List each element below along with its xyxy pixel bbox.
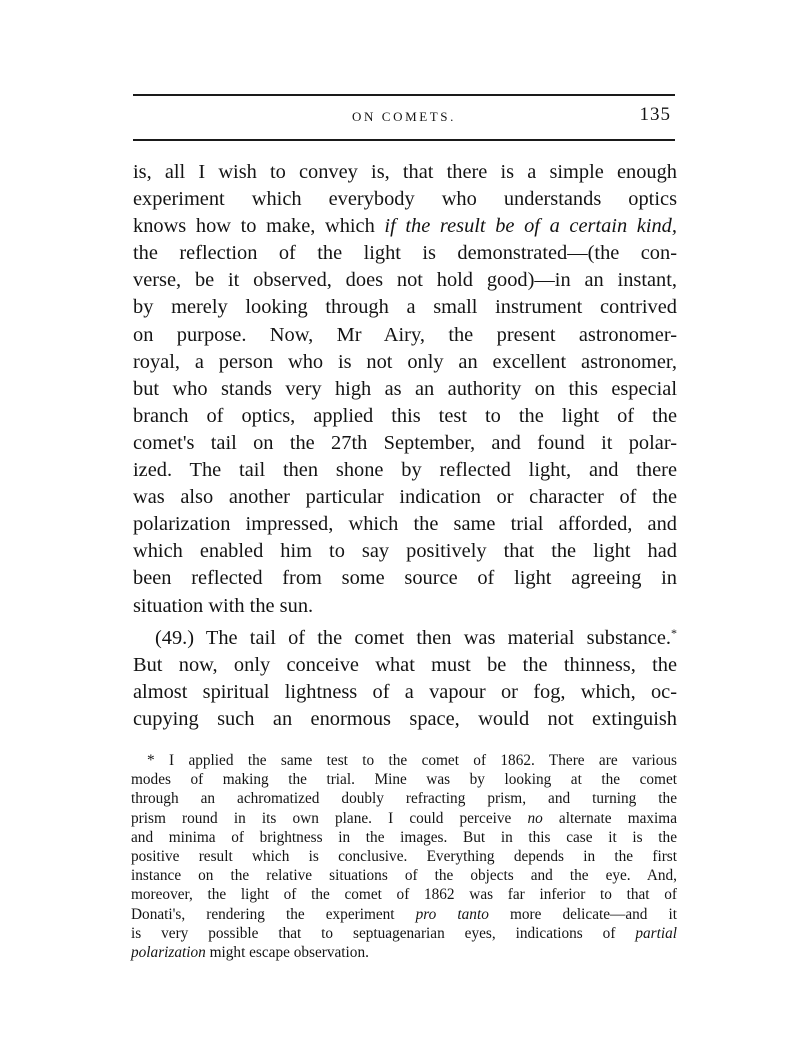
- text-line: experiment which everybody who understands optics: [133, 188, 677, 211]
- text-line: been reflected from some source of light agreeing in: [133, 567, 677, 590]
- footnote-line: [131, 905, 677, 924]
- footnote-line: modes of making the trial. Mine was by looking at the comet: [131, 771, 677, 789]
- text-line: which enabled him to say positively that the light had: [133, 540, 677, 563]
- text-line: was also another particular indication or character of the: [133, 486, 677, 509]
- footnote-line: moreover, the light of the comet of 1862 was far inferior to that of: [131, 886, 677, 904]
- header-rule-top: [133, 94, 675, 96]
- footnote-line: * I applied the same test to the comet of 1862. There are various: [147, 752, 677, 769]
- body-text: [133, 159, 677, 733]
- text-line: by merely looking through a small instrument contrived: [133, 296, 677, 319]
- text-run: might escape observation.: [205, 944, 369, 962]
- text-line: ized. The tail then shone by reflected light, and there: [133, 459, 677, 482]
- header-rule-bottom: [133, 139, 675, 141]
- running-title: ON COMETS.: [351, 109, 456, 124]
- text-line: [133, 213, 677, 240]
- text-run: alternate maxima: [558, 809, 677, 827]
- italic-phrase: pro tanto: [415, 905, 489, 923]
- text-line: cupying such an enormous space, would not extinguish: [133, 707, 677, 730]
- text-run: more delicate—and it: [488, 905, 677, 923]
- text-line: almost spiritual lightness of a vapour or fog, which, oc-: [133, 680, 677, 703]
- footnote: [131, 751, 677, 962]
- italic-phrase: if the result be of a certain kind,: [384, 215, 677, 238]
- footnote-line: [131, 924, 677, 943]
- footnote-line: through an achromatized doubly refracting prism, and turning the: [131, 790, 677, 808]
- italic-phrase: no: [527, 809, 543, 827]
- text-line: on purpose. Now, Mr Airy, the present astronomer-: [133, 323, 677, 346]
- text-line: branch of optics, applied this test to the light of the: [133, 404, 677, 427]
- text-line: but who stands very high as an authority on this especial: [133, 377, 677, 400]
- italic-phrase: polarization: [131, 944, 206, 962]
- footnote-line: [131, 809, 677, 828]
- paragraph-49-start: [133, 620, 677, 652]
- text-line: verse, be it observed, does not hold good)—in an instant,: [133, 269, 677, 292]
- footnote-line: positive result which is conclusive. Everything depends in the first: [131, 848, 677, 866]
- text-run: (49.) The tail of the comet then was material substance.: [155, 626, 671, 649]
- running-head: [133, 106, 675, 132]
- text-line: the reflection of the light is demonstrated—(the con-: [133, 242, 677, 265]
- italic-phrase: partial: [635, 924, 677, 942]
- page-number: 135: [639, 104, 671, 125]
- text-line: polarization impressed, which the same trial afforded, and: [133, 513, 677, 536]
- text-line: But now, only conceive what must be the thinness, the: [133, 653, 677, 676]
- footnote-line: and minima of brightness in the images. But in this case it is the: [131, 828, 677, 846]
- text-line: is, all I wish to convey is, that there is a simple enough: [133, 161, 677, 183]
- text-run: prism round in its own plane. I could perceive: [131, 809, 512, 827]
- text-line: situation with the sun.: [133, 594, 314, 617]
- text-run: Donati's, rendering the experiment: [131, 905, 416, 923]
- footnote-marker: *: [671, 625, 677, 640]
- text-line: royal, a person who is not only an excellent astronomer,: [133, 350, 677, 373]
- footnote-line: [131, 943, 677, 962]
- text-line: comet's tail on the 27th September, and found it polar-: [133, 431, 677, 454]
- text-run: knows how to make, which: [133, 215, 385, 238]
- text-run: is very possible that to septuagenarian eyes, indications of: [131, 924, 636, 942]
- footnote-line: instance on the relative situations of the objects and the eye. And,: [131, 867, 677, 885]
